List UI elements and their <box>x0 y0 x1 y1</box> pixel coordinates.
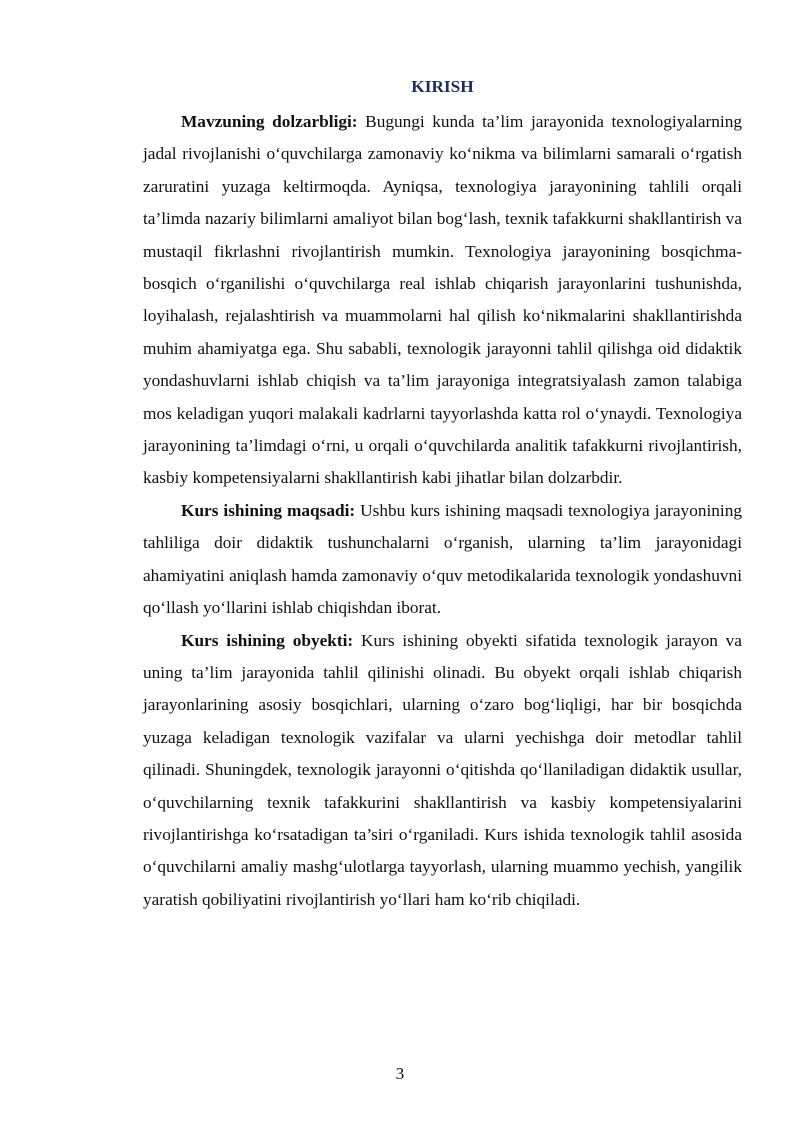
paragraph-relevance <box>143 106 742 495</box>
paragraph-heading: Mavzuning dolzarbligi: <box>181 112 358 131</box>
paragraph-text: Kurs ishining obyekti sifatida texnologik jarayon va uning ta’lim jarayonida tahlil qilinishi olinadi. Bu obyekt orqali ishlab chiqarish jarayonlarining asosiy bosqichlari, ularning o‘zaro bog‘liqligi, har bir bosqichda yuzaga keladigan texnologik vazifalar va ularni yechishga doir metodlar tahlil qilinadi. Shuningdek, texnologik jarayonni o‘qitishda qo‘llaniladigan didaktik usullar, o‘quvchilarning texnik tafakkurini shakllantirish va kasbiy kompetensiyalarini rivojlantirishga ko‘rsatadigan ta’siri o‘rganiladi. Kurs ishida texnologik tahlil asosida o‘quvchilarni amaliy mashg‘ulotlarga tayyorlash, ularning muammo yechish, yangilik yaratish qobiliyatini rivojlantirish yo‘llari ham ko‘rib chiqiladi. <box>143 630 742 909</box>
paragraph-goal <box>143 495 742 625</box>
page-number: 3 <box>395 1064 405 1083</box>
page-content <box>143 76 742 916</box>
paragraph-heading: Kurs ishining maqsadi: <box>181 500 356 520</box>
paragraph-object <box>143 625 742 917</box>
paragraph-text: Bugungi kunda ta’lim jarayonida texnologiyalarning jadal rivojlanishi o‘quvchilarga zamonaviy ko‘nikma va bilimlarni samarali o‘rgatish zaruratini yuzaga keltirmoqda. Ayniqsa, texnologiya jarayonining tahlili orqali ta’limda nazariy bilimlarni amaliyot bilan bog‘lash, texnik tafakkurni shakllantirish va mustaqil fikrlashni rivojlantirish mumkin. Texnologiya jarayonining bosqichma-bosqich o‘rganilishi o‘quvchilarga real ishlab chiqarish jarayonlarini tushunishda, loyihalash, rejalashtirish va muammolarni hal qilish ko‘nikmalarini shakllantirishda muhim ahamiyatga ega. Shu sababli, texnologik jarayonni tahlil qilishga oid didaktik yondashuvlarni ishlab chiqish va ta’lim jarayoniga integratsiyalash zamon talabiga mos keladigan yuqori malakali kadrlarni tayyorlashda katta rol o‘ynaydi. Texnologiya jarayonining ta’limdagi o‘rni, u orqali o‘quvchilarda analitik tafakkurni rivojlantirish, kasbiy kompetensiyalarni shakllantirish kabi jihatlar bilan dolzarbdir. <box>143 112 742 488</box>
page-title: KIRISH <box>411 77 474 96</box>
paragraph-text: Ushbu kurs ishining maqsadi texnologiya jarayonining tahliliga doir didaktik tushunchalarni o‘rganish, ularning ta’lim jarayonidagi ahamiyatini aniqlash hamda zamonaviy o‘quv metodikalarida texnologik yondashuvni qo‘llash yo‘llarini ishlab chiqishdan iborat. <box>143 500 742 618</box>
paragraph-heading: Kurs ishining obyekti: <box>181 630 354 650</box>
